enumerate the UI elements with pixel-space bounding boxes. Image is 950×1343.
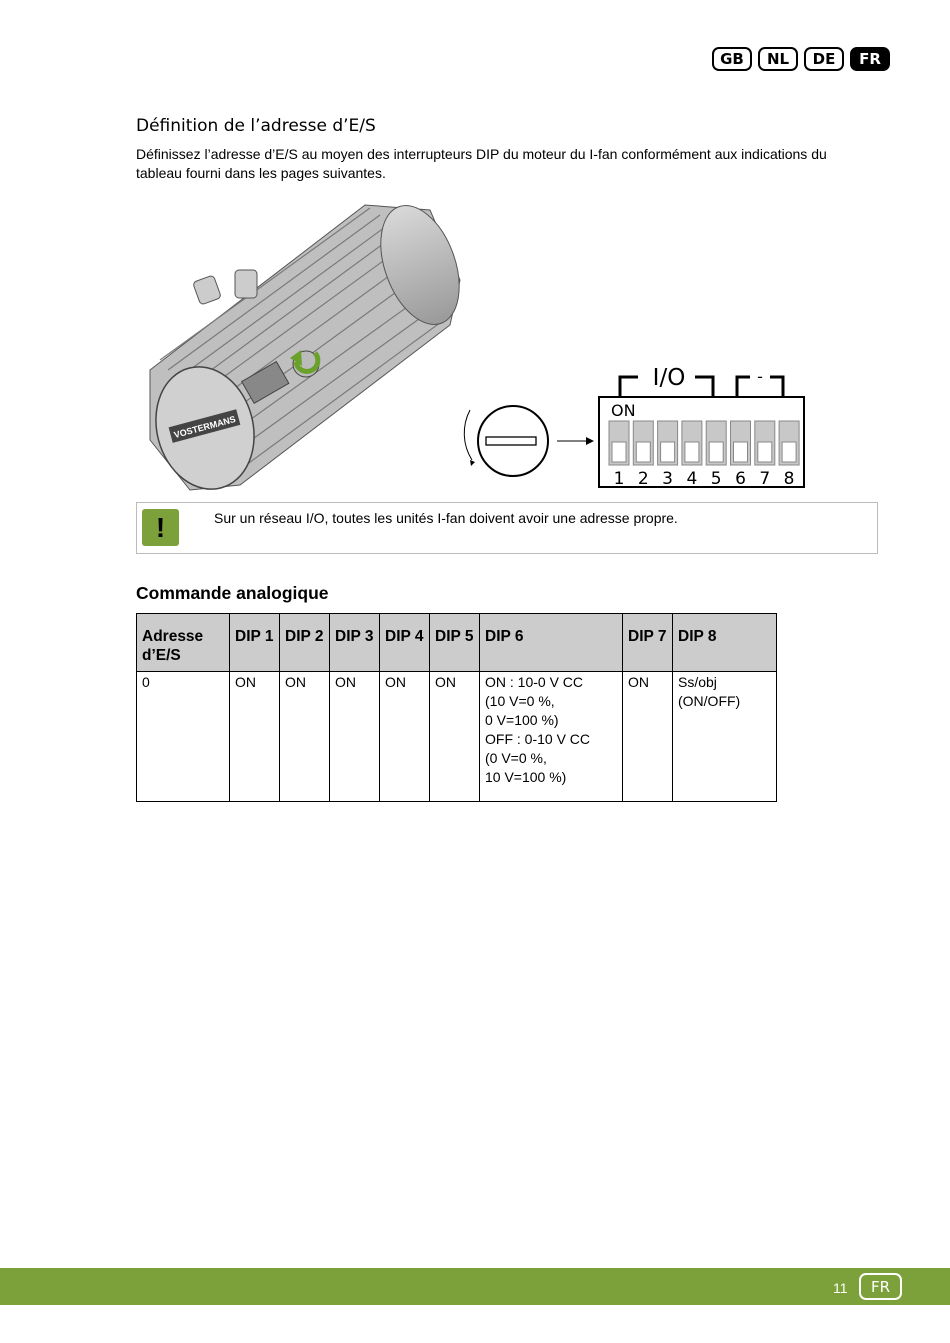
switch-number-3: 3 (662, 469, 674, 489)
cell-dip4: ON (380, 672, 430, 802)
intro-paragraph: Définissez l’adresse d’E/S au moyen des interrupteurs DIP du moteur du I-fan conformément aux indications du tableau fourni dans les pages suivantes. (136, 146, 827, 181)
analog-control-table (136, 613, 777, 802)
cell-address: 0 (137, 672, 230, 802)
motor-dip-switch-figure (130, 190, 820, 495)
switch-number-5: 5 (710, 469, 722, 489)
header-dip1: DIP 1 (230, 614, 280, 672)
header-address: Adresse d’E/S (137, 614, 230, 672)
dip-switch-knob-1 (612, 442, 626, 462)
lang-tab-gb[interactable]: GB (712, 47, 752, 71)
motor-illustration (143, 195, 475, 495)
dash-group-label: - (757, 367, 763, 386)
dip-switch-block (599, 365, 804, 489)
page-number: 11 (833, 1280, 848, 1296)
table-row (137, 672, 777, 802)
header-dip7: DIP 7 (623, 614, 673, 672)
cell-dip8: Ss/obj (ON/OFF) (673, 672, 777, 802)
cell-dip5: ON (430, 672, 480, 802)
lang-tab-fr[interactable]: FR (850, 47, 890, 71)
header-dip4: DIP 4 (380, 614, 430, 672)
cell-dip2: ON (280, 672, 330, 802)
rotary-switch-detail (464, 406, 594, 476)
header-dip2: DIP 2 (280, 614, 330, 672)
on-label: ON (611, 401, 636, 420)
exclamation-icon: ! (142, 509, 179, 546)
switch-number-4: 4 (686, 469, 698, 489)
language-tabs (712, 47, 890, 71)
header-dip6: DIP 6 (480, 614, 623, 672)
cell-dip6: ON : 10-0 V CC (10 V=0 %, 0 V=100 %) OFF : 0-10 V CC (0 V=0 %, 10 V=100 %) (480, 672, 623, 802)
lang-tab-nl[interactable]: NL (758, 47, 798, 71)
switch-number-2: 2 (637, 469, 649, 489)
footer-bar (0, 1268, 950, 1305)
switch-number-1: 1 (613, 469, 625, 489)
dip-switch-knob-7 (758, 442, 772, 462)
dip-switch-knob-3 (661, 442, 675, 462)
switch-number-6: 6 (735, 469, 746, 489)
io-group-label: I/O (652, 365, 686, 391)
header-dip5: DIP 5 (430, 614, 480, 672)
warning-text: Sur un réseau I/O, toutes les unités I-fan doivent avoir une adresse propre. (214, 510, 678, 526)
svg-text:VOSTERMANS: VOSTERMANS (172, 413, 237, 441)
cell-dip7: ON (623, 672, 673, 802)
header-dip8: DIP 8 (673, 614, 777, 672)
section-title-io-address: Définition de l’adresse d’E/S (136, 116, 376, 136)
dip-switch-knob-8 (782, 442, 796, 462)
footer-language-tab[interactable]: FR (859, 1273, 902, 1300)
warning-box (136, 502, 878, 554)
table-header-row (137, 614, 777, 672)
dip-switch-knob-6 (734, 442, 748, 462)
switch-number-7: 7 (759, 469, 771, 489)
dip-switch-knob-4 (685, 442, 699, 462)
cell-dip3: ON (330, 672, 380, 802)
dip-switch-knob-2 (636, 442, 650, 462)
header-dip3: DIP 3 (330, 614, 380, 672)
section-title-analog: Commande analogique (136, 583, 329, 603)
lang-tab-de[interactable]: DE (804, 47, 844, 71)
switch-number-8: 8 (783, 469, 795, 489)
cell-dip1: ON (230, 672, 280, 802)
dip-switch-knob-5 (709, 442, 723, 462)
